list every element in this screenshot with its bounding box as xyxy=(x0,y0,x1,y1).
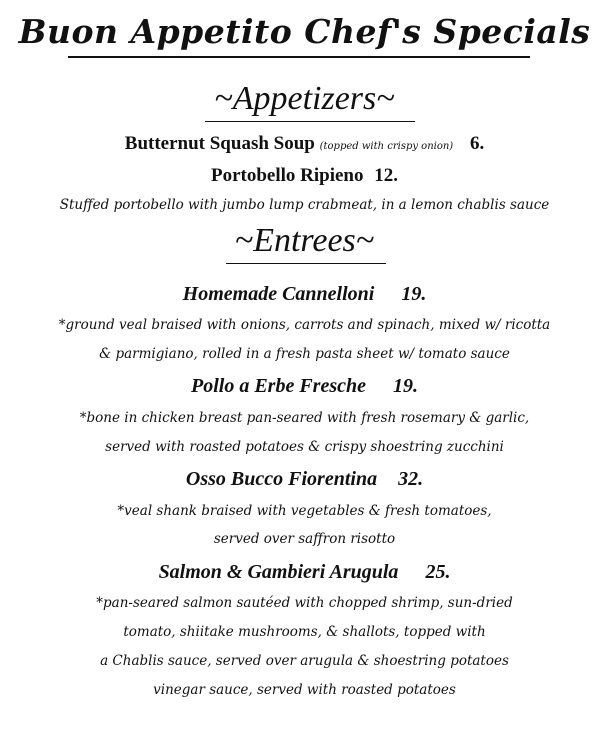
entree-price: 19. xyxy=(401,283,427,305)
entree-price: 19. xyxy=(393,375,418,397)
entree-item xyxy=(0,468,609,491)
entrees-heading: ~Entrees~ xyxy=(234,222,375,259)
menu-title: Buon Appetito Chef's Specials xyxy=(18,12,591,51)
entree-name: Pollo a Erbe Fresche xyxy=(191,375,366,397)
appetizer-name: Portobello Ripieno xyxy=(210,165,364,186)
entree-description-line: & parmigiano, rolled in a fresh pasta sheet w/ tomato sauce xyxy=(99,346,510,362)
entree-description-line: *pan-seared salmon sautéed with chopped shrimp, sun-dried xyxy=(96,595,513,611)
appetizers-underline xyxy=(205,121,415,122)
entree-description-line: *bone in chicken breast pan-seared with fresh rosemary & garlic, xyxy=(79,410,530,426)
entree-description-line: served over saffron risotto xyxy=(213,531,396,547)
entree-name: Salmon & Gambieri Arugula xyxy=(158,561,399,583)
entree-name: Osso Bucco Fiorentina xyxy=(185,468,378,490)
entree-description-line: *ground veal braised with onions, carrots and spinach, mixed w/ ricotta xyxy=(58,317,551,333)
appetizer-item xyxy=(0,133,609,155)
appetizer-price: 12. xyxy=(374,165,399,186)
entree-description-line: *veal shank braised with vegetables & fresh tomatoes, xyxy=(117,503,492,519)
entree-description-line: a Chablis sauce, served over arugula & shoestring potatoes xyxy=(100,653,509,669)
entree-price: 32. xyxy=(398,468,424,490)
entree-price: 25. xyxy=(425,561,451,583)
entree-description-line: tomato, shiitake mushrooms, & shallots, topped with xyxy=(123,624,486,640)
entrees-underline xyxy=(226,263,386,264)
entree-item xyxy=(0,283,609,306)
entree-description-line: vinegar sauce, served with roasted potatoes xyxy=(153,682,456,698)
appetizers-heading: ~Appetizers~ xyxy=(214,80,395,117)
appetizer-item xyxy=(0,165,609,187)
entree-description-line: served with roasted potatoes & crispy shoestring zucchini xyxy=(105,439,504,455)
appetizer-note: (topped with crispy onion) xyxy=(319,141,454,152)
appetizer-price: 6. xyxy=(469,133,485,154)
entree-item xyxy=(0,561,609,584)
appetizer-name: Butternut Squash Soup xyxy=(124,133,315,154)
entree-item xyxy=(0,375,609,398)
appetizer-description: Stuffed portobello with jumbo lump crabmeat, in a lemon chablis sauce xyxy=(59,197,550,213)
entree-name: Homemade Cannelloni xyxy=(182,283,375,305)
title-underline xyxy=(68,56,530,58)
